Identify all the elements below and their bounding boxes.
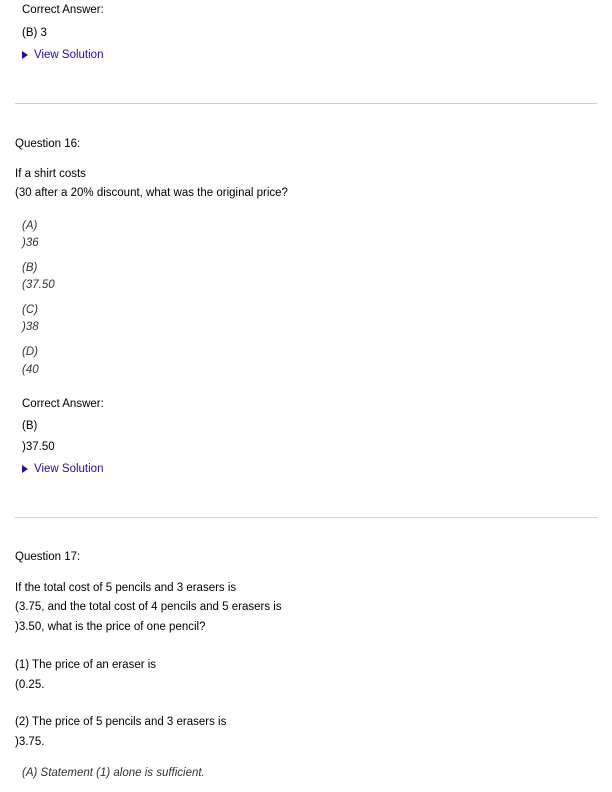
question-17-text: )3.50, what is the price of one pencil? [15,621,206,633]
divider [15,517,597,518]
expand-triangle-icon [22,465,28,473]
divider [15,103,597,104]
correct-answer-heading: Correct Answer: [22,398,104,410]
option-b-value: (37.50 [22,279,55,291]
view-solution-label: View Solution [34,463,104,475]
correct-answer-letter: (B) [22,420,38,432]
option-a-value: )36 [22,237,39,249]
option-d-letter[interactable]: (D) [22,346,38,358]
statement-1-text: (0.25. [15,679,45,691]
correct-answer-value: )37.50 [22,441,55,453]
option-a-letter[interactable]: (A) [22,220,38,232]
option-c-letter[interactable]: (C) [22,304,38,316]
statement-2-text: )3.75. [15,736,45,748]
correct-answer-value: (B) 3 [22,27,47,39]
question-16-text: If a shirt costs [15,168,86,180]
view-solution-link[interactable] [22,463,103,475]
question-16-text: (30 after a 20% discount, what was the original price? [15,187,288,199]
correct-answer-heading: Correct Answer: [22,4,104,16]
option-c-value: )38 [22,321,39,333]
expand-triangle-icon [22,51,28,59]
option-a-text[interactable]: (A) Statement (1) alone is sufficient. [22,767,205,779]
view-solution-label: View Solution [34,49,104,61]
statement-1-text: (1) The price of an eraser is [15,659,157,671]
statement-2-text: (2) The price of 5 pencils and 3 erasers is [15,716,227,728]
question-17-text: If the total cost of 5 pencils and 3 erasers is [15,582,237,594]
view-solution-link[interactable] [22,49,103,61]
question-17-title: Question 17: [15,551,81,563]
option-b-letter[interactable]: (B) [22,262,38,274]
question-17-text: (3.75, and the total cost of 4 pencils and 5 erasers is [15,601,282,613]
option-d-value: (40 [22,364,39,376]
question-16-title: Question 16: [15,138,81,150]
